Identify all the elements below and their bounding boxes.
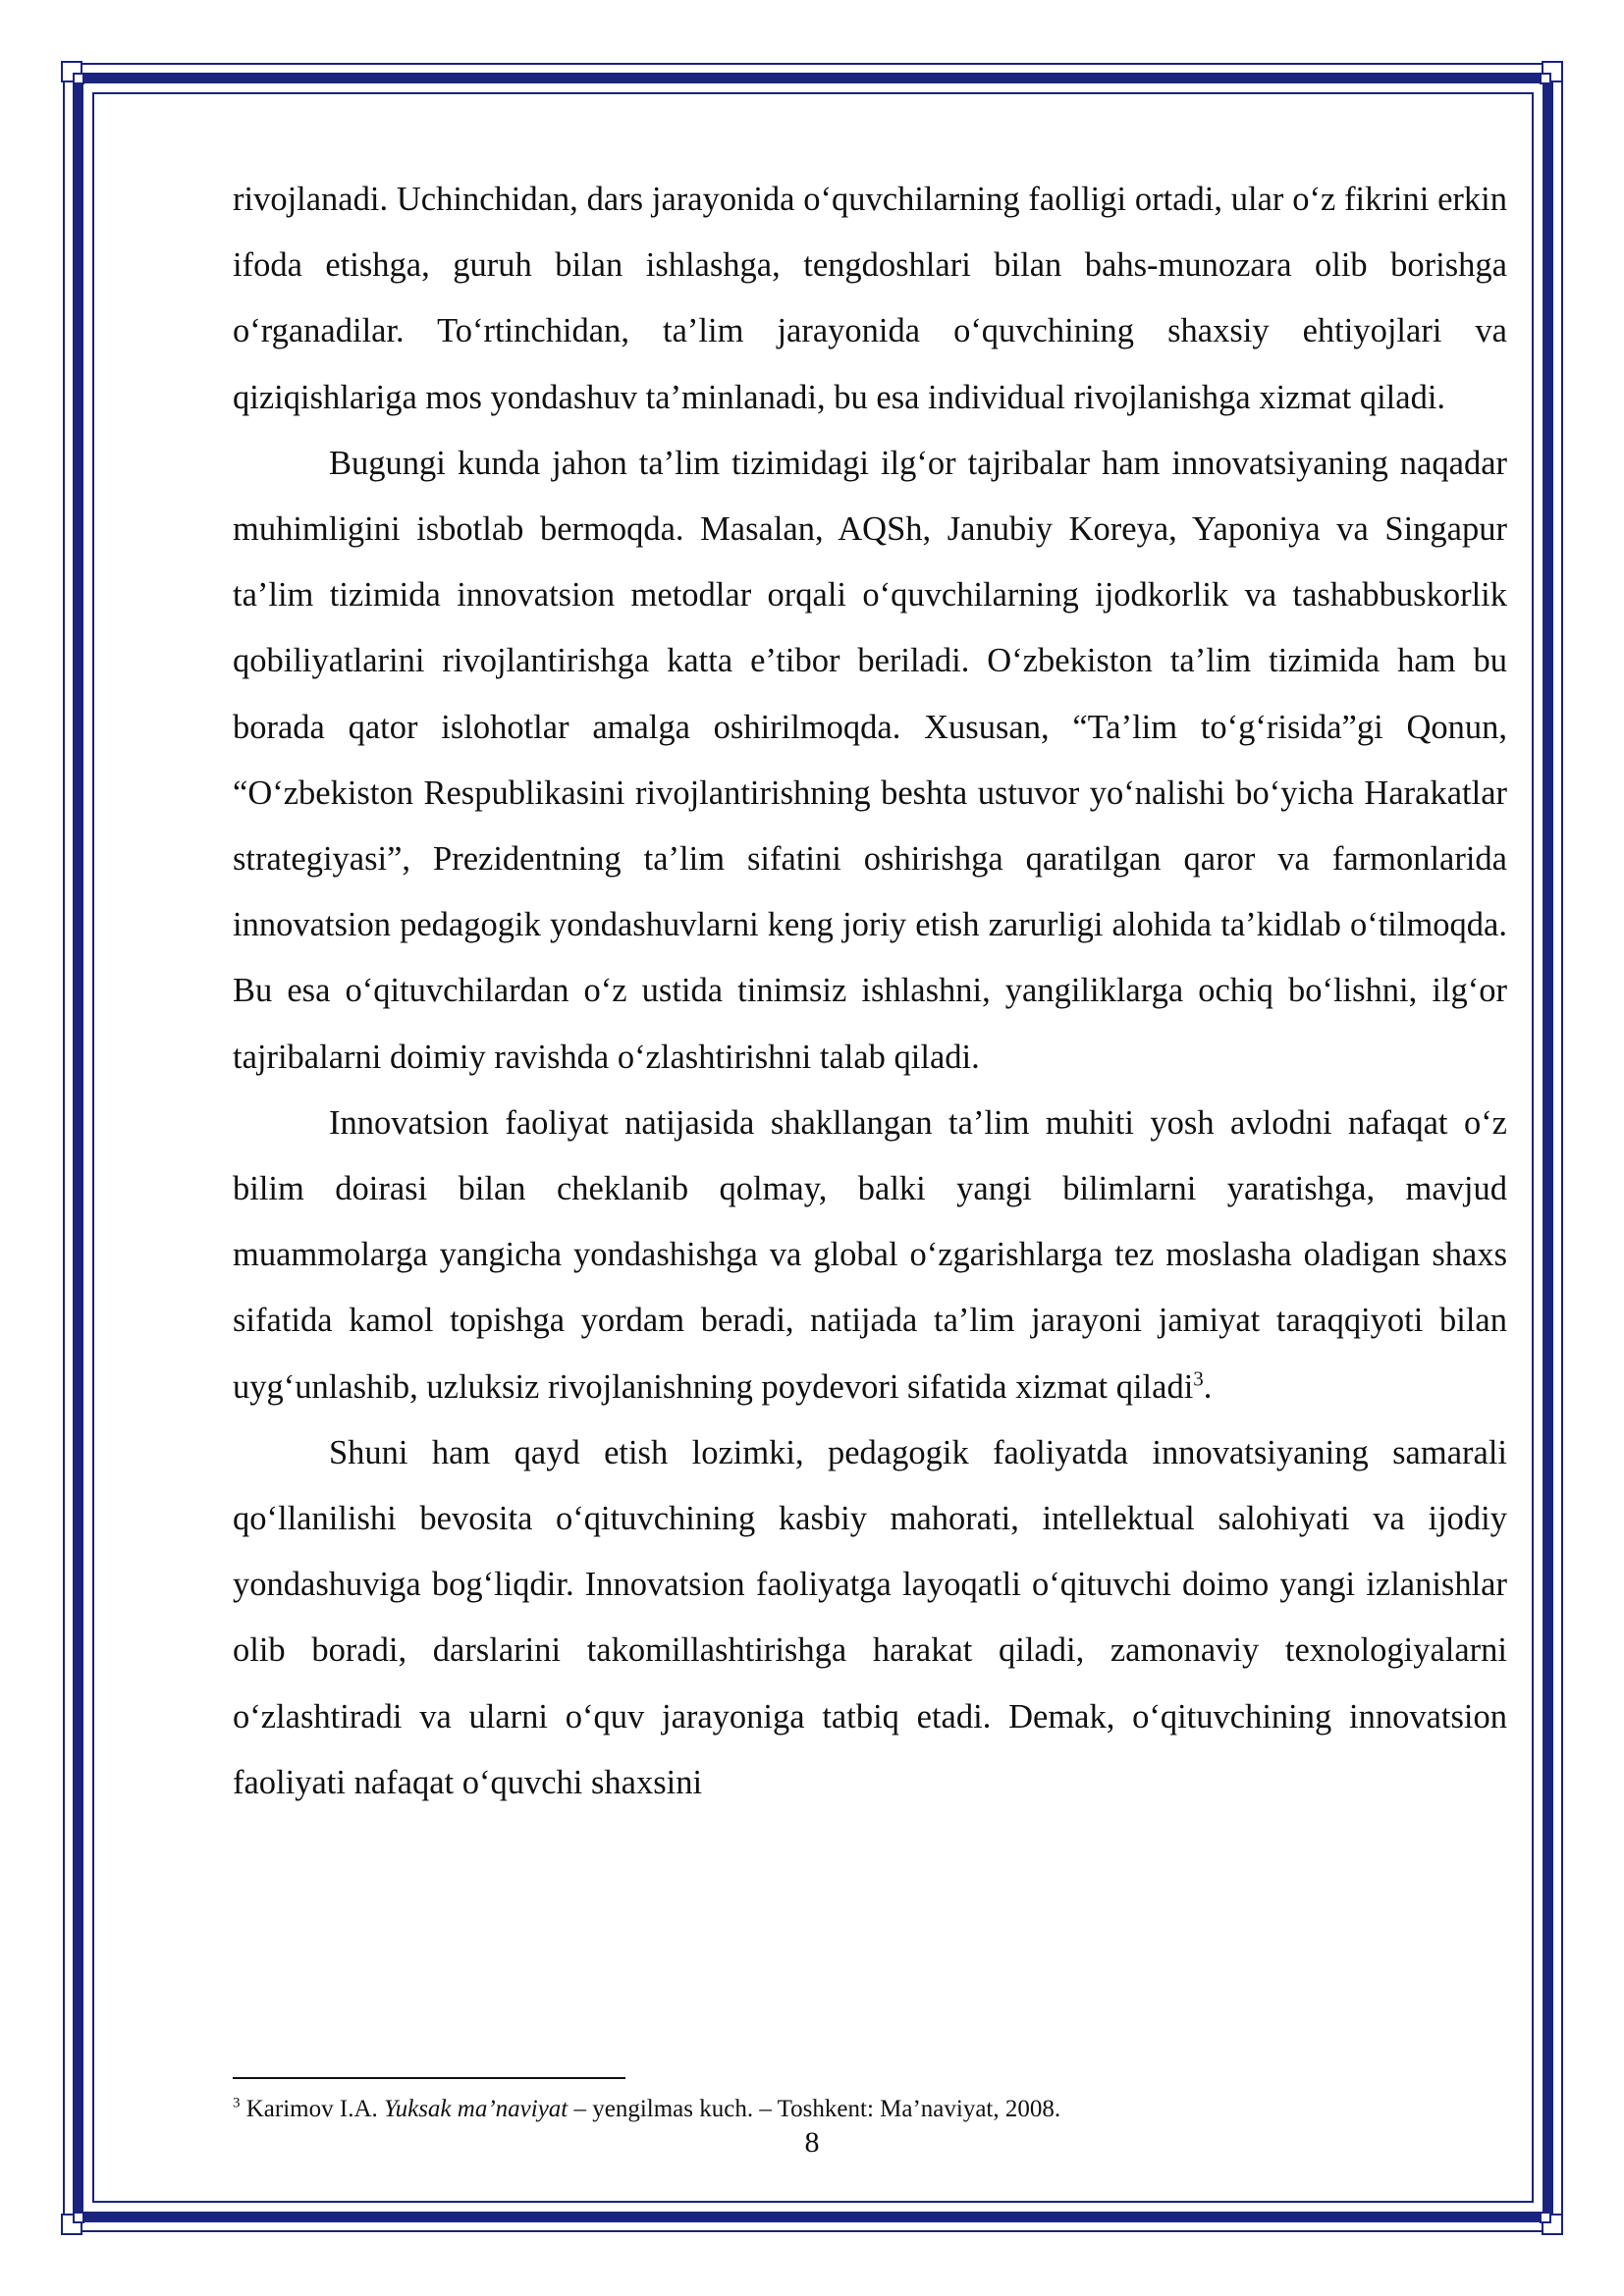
paragraph-continuation: rivojlanadi. Uchinchidan, dars jarayonida o‘quvchilarning faolligi ortadi, ular o‘z fikrini erkin ifoda etishga, guruh bilan ishlashga, tengdoshlari bilan bahs-munozara olib borishga o‘rganadilar. To‘rtinchidan, ta’lim jarayonida o‘quvchining shaxsiy ehtiyojlari va qiziqishlariga mos yondashuv ta’minlanadi, bu esa individual rivojlanishga xizmat qiladi. <box>233 181 1507 416</box>
page-number: 8 <box>804 2126 820 2159</box>
paragraph-text: Innovatsion faoliyat natijasida shakllangan ta’lim muhiti yosh avlodni nafaqat o‘z bilim doirasi bilan cheklanib qolmay, balki yangi bilimlarni yaratishga, mavjud muammolarga yangicha yondashishga va global o‘zgarishlarga tez moslasha oladigan shaxs sifatida kamol topishga yordam beradi, natijada ta’lim jarayoni jamiyat taraqqiyoti bilan uyg‘unlashib, uzluksiz rivojlanishning poydevori sifatida xizmat qiladi <box>233 1103 1507 1406</box>
footnote-author: Karimov I.A. <box>245 2096 384 2122</box>
footnote-number: 3 <box>233 2095 241 2111</box>
body-text <box>233 167 1507 1816</box>
corner-ornament-bottom-left <box>61 2202 94 2235</box>
footnote-reference[interactable]: 3 <box>1193 1366 1204 1391</box>
footnote-rest: – yengilmas kuch. – Toshkent: Ma’naviyat, 2008. <box>568 2096 1061 2122</box>
corner-ornament-top-left <box>61 61 94 94</box>
paragraph-world-experience: Bugungi kunda jahon ta’lim tizimidagi ilg‘or tajribalar ham innovatsiyaning naqadar muhimligini isbotlab bermoqda. Masalan, AQSh, Janubiy Koreya, Yaponiya va Singapur ta’lim tizimida innovatsion metodlar orqali o‘quvchilarning ijodkorlik va tashabbuskorlik qobiliyatlarini rivojlantirishga katta e’tibor beriladi. O‘zbekiston ta’lim tizimida ham bu borada qator islohotlar amalga oshirilmoqda. Xususan, “Ta’lim to‘g‘risida”gi Qonun, “O‘zbekiston Respublikasini rivojlantirishning beshta ustuvor yo‘nalishi bo‘yicha Harakatlar strategiyasi”, Prezidentning ta’lim sifatini oshirishga qaratilgan qaror va farmonlarida innovatsion pedagogik yondashuvlarni keng joriy etish zarurligi alohida ta’kidlab o‘tilmoqda. Bu esa o‘qituvchilardan o‘z ustida tinimsiz ishlashni, yangiliklarga ochiq bo‘lishni, ilg‘or tajribalarni doimiy ravishda o‘zlashtirishni talab qiladi. <box>233 444 1507 1076</box>
corner-ornament-top-right <box>1530 61 1563 94</box>
footnote-separator <box>233 2077 625 2079</box>
paragraph-end-punct: . <box>1203 1367 1213 1406</box>
paragraph-teacher-skill: Shuni ham qayd etish lozimki, pedagogik faoliyatda innovatsiyaning samarali qo‘llanilishi bevosita o‘qituvchining kasbiy mahorati, intellektual salohiyati va ijodiy yondashuviga bog‘liqdir. Innovatsion faoliyatga layoqatli o‘qituvchi doimo yangi izlanishlar olib boradi, darslarini takomillashtirishga harakat qiladi, zamonaviy texnologiyalarni o‘zlashtiradi va ularni o‘quv jarayoniga tatbiq etadi. Demak, o‘qituvchining innovatsion faoliyati nafaqat o‘quvchi shaxsini <box>233 1433 1507 1801</box>
paragraph-innovation-environment <box>233 1091 1507 1420</box>
footnote <box>233 2094 1507 2125</box>
footnote-title: Yuksak ma’naviyat <box>384 2096 568 2122</box>
corner-ornament-bottom-right <box>1530 2202 1563 2235</box>
